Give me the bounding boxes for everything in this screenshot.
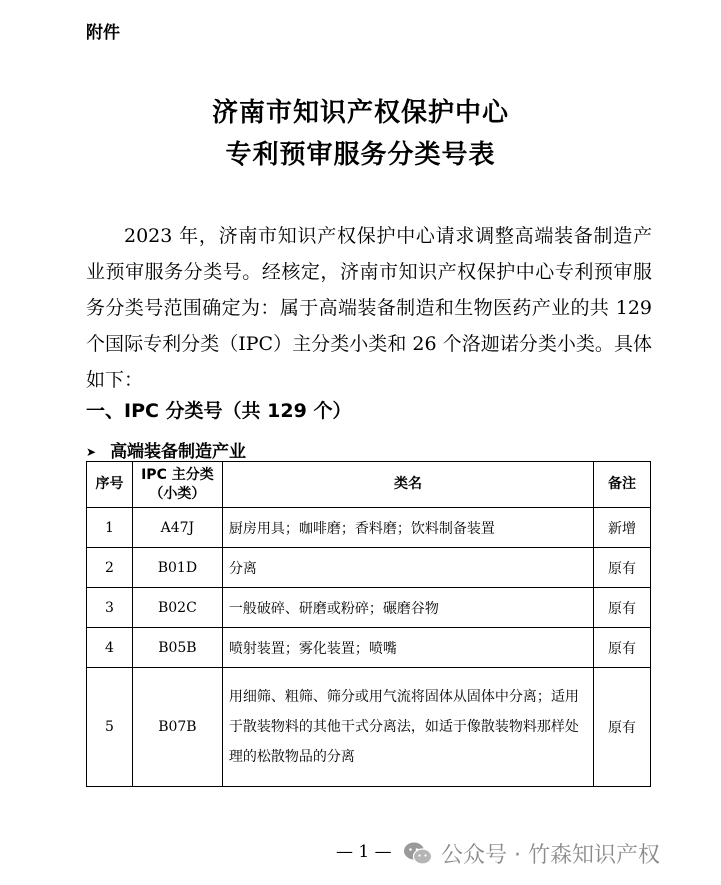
section-heading: 一、IPC 分类号（共 129 个） [86,400,352,422]
header-remark: 备注 [594,462,651,508]
ipc-table [86,461,651,787]
page-footer [0,838,721,868]
row-name: 一般破碎、研磨或粉碎；碾磨谷物 [222,588,593,628]
document-title-line2: 专利预审服务分类号表 [225,140,496,170]
arrow-right-icon: ➤ [86,445,97,459]
header-ipc-line2: （小类） [149,485,206,502]
header-ipc [132,462,222,508]
watermark-text: 公众号 · 竹森知识产权 [441,843,660,868]
subsection-heading [86,437,246,462]
row-name: 喷射装置；雾化装置；喷嘴 [222,628,593,668]
row-ipc: B07B [132,668,222,787]
row-index: 1 [87,508,133,548]
table-row [87,668,651,787]
table-row [87,548,651,588]
row-remark: 原有 [594,628,651,668]
page-number: — 1 — [336,842,392,862]
header-ipc-line1: IPC 主分类 [141,466,214,483]
row-remark: 新增 [594,508,651,548]
row-ipc: B02C [132,588,222,628]
row-index: 3 [87,588,133,628]
row-remark: 原有 [594,668,651,787]
row-name: 用细筛、粗筛、筛分或用气流将固体从固体中分离；适用于散装物料的其他干式分离法，如适于像散装物料那样处理的松散物品的分离 [222,668,593,787]
row-name: 厨房用具；咖啡磨；香料磨；饮料制备装置 [222,508,593,548]
row-ipc: B01D [132,548,222,588]
watermark [403,838,660,869]
row-ipc: A47J [132,508,222,548]
row-ipc: B05B [132,628,222,668]
row-index: 4 [87,628,133,668]
row-name: 分离 [222,548,593,588]
table-row [87,508,651,548]
row-remark: 原有 [594,588,651,628]
wechat-icon [403,841,433,867]
row-index: 2 [87,548,133,588]
row-remark: 原有 [594,548,651,588]
attachment-label: 附件 [86,23,120,43]
document-title-line1: 济南市知识产权保护中心 [211,98,509,128]
header-name: 类名 [222,462,593,508]
row-index: 5 [87,668,133,787]
table-row [87,588,651,628]
intro-paragraph: 2023 年，济南市知识产权保护中心请求调整高端装备制造产业预审服务分类号。经核定，济南市知识产权保护中心专利预审服务分类号范围确定为：属于高端装备制造和生物医药产业的共 129 个国际专利分类（IPC）主分类小类和 26 个洛迦诺分类小类。具体如下： [86,225,652,391]
table-row [87,628,651,668]
header-index: 序号 [87,462,133,508]
subsection-label: 高端装备制造产业 [110,442,247,462]
table-header-row [87,462,651,508]
